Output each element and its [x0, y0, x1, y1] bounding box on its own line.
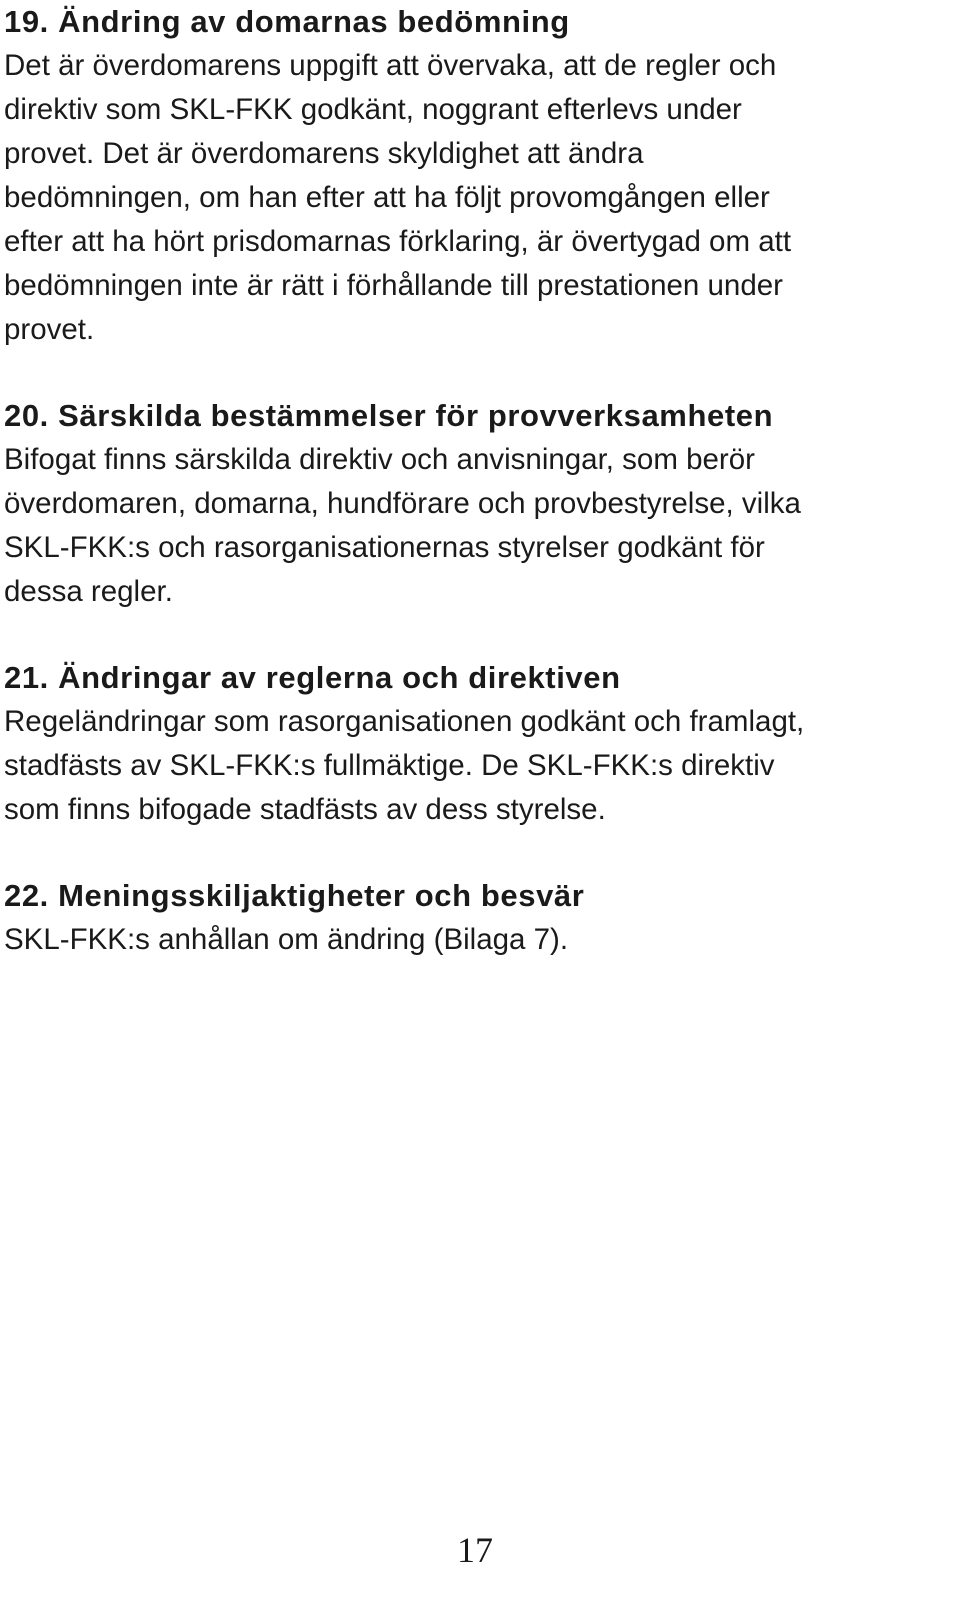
paragraph-line: bedömningen, om han efter att ha följt provomgången eller	[4, 181, 770, 214]
paragraph-line: stadfästs av SKL-FKK:s fullmäktige. De SKL-FKK:s direktiv	[4, 749, 775, 782]
section-20	[4, 394, 956, 614]
paragraph-line: SKL-FKK:s och rasorganisationernas styrelser godkänt för	[4, 531, 765, 564]
paragraph-line: dessa regler.	[4, 575, 173, 608]
paragraph-line: bedömningen inte är rätt i förhållande till prestationen under	[4, 269, 783, 302]
paragraph-line: provet. Det är överdomarens skyldighet att ändra	[4, 137, 644, 170]
paragraph-line: SKL-FKK:s anhållan om ändring (Bilaga 7).	[4, 923, 569, 956]
section-21	[4, 656, 956, 832]
section-heading: 22. Meningsskiljaktigheter och besvär	[4, 878, 585, 913]
paragraph-line: Bifogat finns särskilda direktiv och anvisningar, som berör	[4, 443, 755, 476]
paragraph-line: som finns bifogade stadfästs av dess styrelse.	[4, 793, 606, 826]
section-heading: 19. Ändring av domarnas bedömning	[4, 4, 570, 39]
paragraph-line: Det är överdomarens uppgift att övervaka, att de regler och	[4, 49, 777, 82]
paragraph-line: provet.	[4, 313, 95, 346]
section-22	[4, 874, 956, 962]
paragraph-line: Regeländringar som rasorganisationen godkänt och framlagt,	[4, 705, 805, 738]
paragraph-line: direktiv som SKL-FKK godkänt, noggrant efterlevs under	[4, 93, 742, 126]
page-number: 17	[457, 1530, 493, 1570]
section-heading: 20. Särskilda bestämmelser för provverksamheten	[4, 398, 774, 433]
section-heading: 21. Ändringar av reglerna och direktiven	[4, 660, 621, 695]
paragraph-line: efter att ha hört prisdomarnas förklaring, är övertygad om att	[4, 225, 792, 258]
section-19	[4, 0, 956, 352]
paragraph-line: överdomaren, domarna, hundförare och provbestyrelse, vilka	[4, 487, 801, 520]
